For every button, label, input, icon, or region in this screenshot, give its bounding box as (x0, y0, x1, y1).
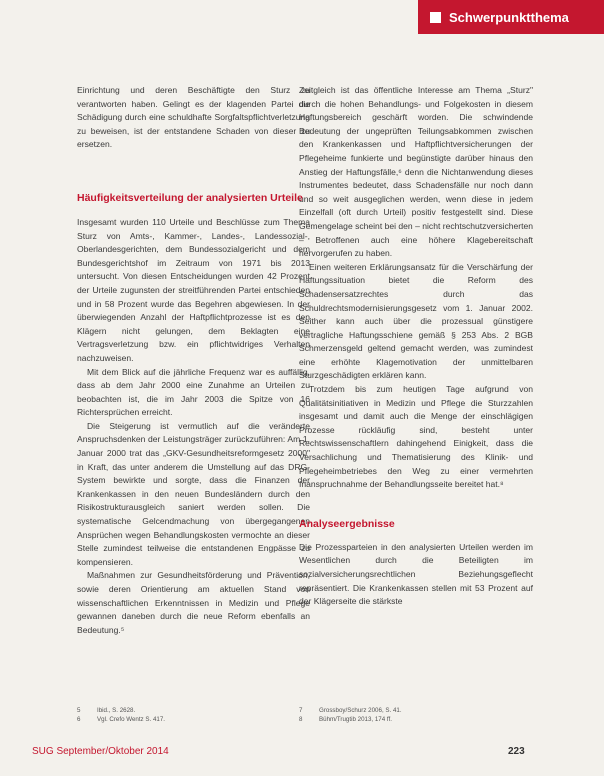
section-heading: Häufigkeitsverteilung der analysierten Urteile (77, 191, 303, 204)
footnote: 5 Ibid., S. 2628. (77, 707, 136, 714)
paragraph: Zeitgleich ist das öffentliche Interesse am Thema „Sturz" durch die hohen Behandlungs- und Folgekosten in diesem Haftungsbereich geschärft worden. Die schwindende Bedeutung der ungeprüften Teilungsabkommen zwischen den Krankenkassen und Haftpflichtversicherungen der Pflegeheime funkierte und begünstigte darüber hinaus den Anstieg der Haftungsfälle,⁶ denn die Nichtanwendung dieses Instrumentes bedeutet, dass Schadensfälle nur noch dann und so weit ausgeglichen werden, wenn diese in jedem Einzelfall (oft durch Urteil) positiv festgestellt sind. Diese Gemengelage scheint bei den – nicht rechtschutzversicherten – Betroffenen auch eine höhere Klagebereitschaft hervorgerufen zu haben. (299, 85, 533, 259)
right-column (299, 84, 533, 609)
paragraph: Maßnahmen zur Gesundheitsförderung und Prävention, sowie deren Orientierung am aktuellen Stand von wissenschaftlichen Erkenntnissen in Medizin und Pflege gewannen daneben durch die neue Reform ebenfalls an Bedeutung.⁵ (77, 570, 310, 635)
left-column (77, 84, 310, 637)
footnote: 7 Grossboy/Schurz 2006, S. 41. (299, 707, 402, 714)
issue-label: SUG September/Oktober 2014 (32, 746, 169, 757)
square-icon (430, 12, 441, 23)
paragraph: Einen weiteren Erklärungsansatz für die Verschärfung der Haftungssituation bietet die Reform des Schadensersatzrechtes durch das Schuldrechtsmodernisierungsgesetz vom 1. Januar 2002. Seither kann auch über die prozessual günstigere vertragliche Haftungsschiene gemäß § 253 Abs. 2 BGB Schmerzensgeld geltend gemacht werden, was zumindest eine erhöhte Klagemotivation der unmittelbaren Sturzgeschädigten erklären kann. (299, 261, 533, 381)
paragraph: Die Steigerung ist vermutlich auf die veränderte Anspruchsdenken der Leistungsträger zurückzuführen: Am 1. Januar 2000 trat das „GKV-Gesundheitsreformgesetz 2000" in Kraft, das unter anderem die Umstellung auf das DRG-System bewirkte und sorgte, dass die Finanzen der Krankenkassen in den neuen Bundesländern durch den Risikostrukturausgleich saniert werden sollen. Die systematische Gelcendmachung von übergegangenen Ansprüchen wegen Behandlungskosten vermochte an dieser Stelle zumindest teilweise die entstandenen Engpässe zu kompensieren. (77, 420, 310, 567)
footnotes-right (299, 707, 519, 724)
section-tag (418, 0, 604, 34)
section-tag-label: Schwerpunktthema (449, 9, 569, 25)
footnote: 6 Vgl. Crefo Wentz S. 417. (77, 715, 165, 723)
section-heading: Analyseergebnisse (299, 517, 395, 530)
paragraph: Mit dem Blick auf die jährliche Frequenz war es auffällig, dass ab dem Jahr 2000 eine Zunahme an Urteilen zu beobachten ist, die im Jahr 2003 die Spitze von 16 Richtersprüchen erreicht. (77, 366, 310, 418)
page-number: 223 (508, 746, 525, 757)
footnote: 8 Bühm/Trugtib 2013, 174 ff. (299, 715, 392, 723)
paragraph: Einrichtung und deren Beschäftigte den Sturz zu verantworten haben. Gelingt es der klagenden Partei die Schädigung durch eine schuldhafte Sorgfaltspflichtverletzung zu beweisen, ist der entstandene Schaden von dieser zu ersetzen. (77, 85, 310, 150)
footnotes-left (77, 707, 277, 724)
paragraph: Insgesamt wurden 110 Urteile und Beschlüsse zum Thema Sturz von Amts-, Kammer-, Landes-, Landessozial-, Oberlandesgerichten, dem Bundessozialgericht und dem Bundesgerichtshof im Zeitraum von 1971 bis 2013 untersucht. Von diesen Entscheidungen wurden 42 Prozent der Urteile zugunsten der streitführenden Partei entschieden und in 58 Prozent wurde das Begehren abgewiesen. In der überwiegenden Anzahl der Haftpflichtprozesse ist es den Klägern nicht gelungen, dem Beklagten eine Vertragsverletzung bzw. ein pflichtwidriges Verhalten nachzuweisen. (77, 216, 310, 363)
paragraph: Die Prozessparteien in den analysierten Urteilen werden im Wesentlichen durch die Beteiligten im sozialversicherungsrechtlichen Beziehungsgeflecht repräsentiert. Die Krankenkassen stellen mit 53 Prozent auf der Klägerseite die stärkste (299, 541, 533, 607)
paragraph: Trotzdem bis zum heutigen Tage aufgrund von Qualitätsinitiativen in Medizin und Pflege die Sturzzahlen insgesamt und damit auch die Menge der einschlägigen Prozesse rückläufig sind, besteht unter Rechtswissenschaftlern dahingehend Einigkeit, dass die Versachlichung und Thematisierung des Klinik- und Pflegeheimbetriebes den Weg zu einer vermehrten Inanspruchnahme der Behandlungsseite bereitet hat.⁸ (299, 384, 533, 490)
